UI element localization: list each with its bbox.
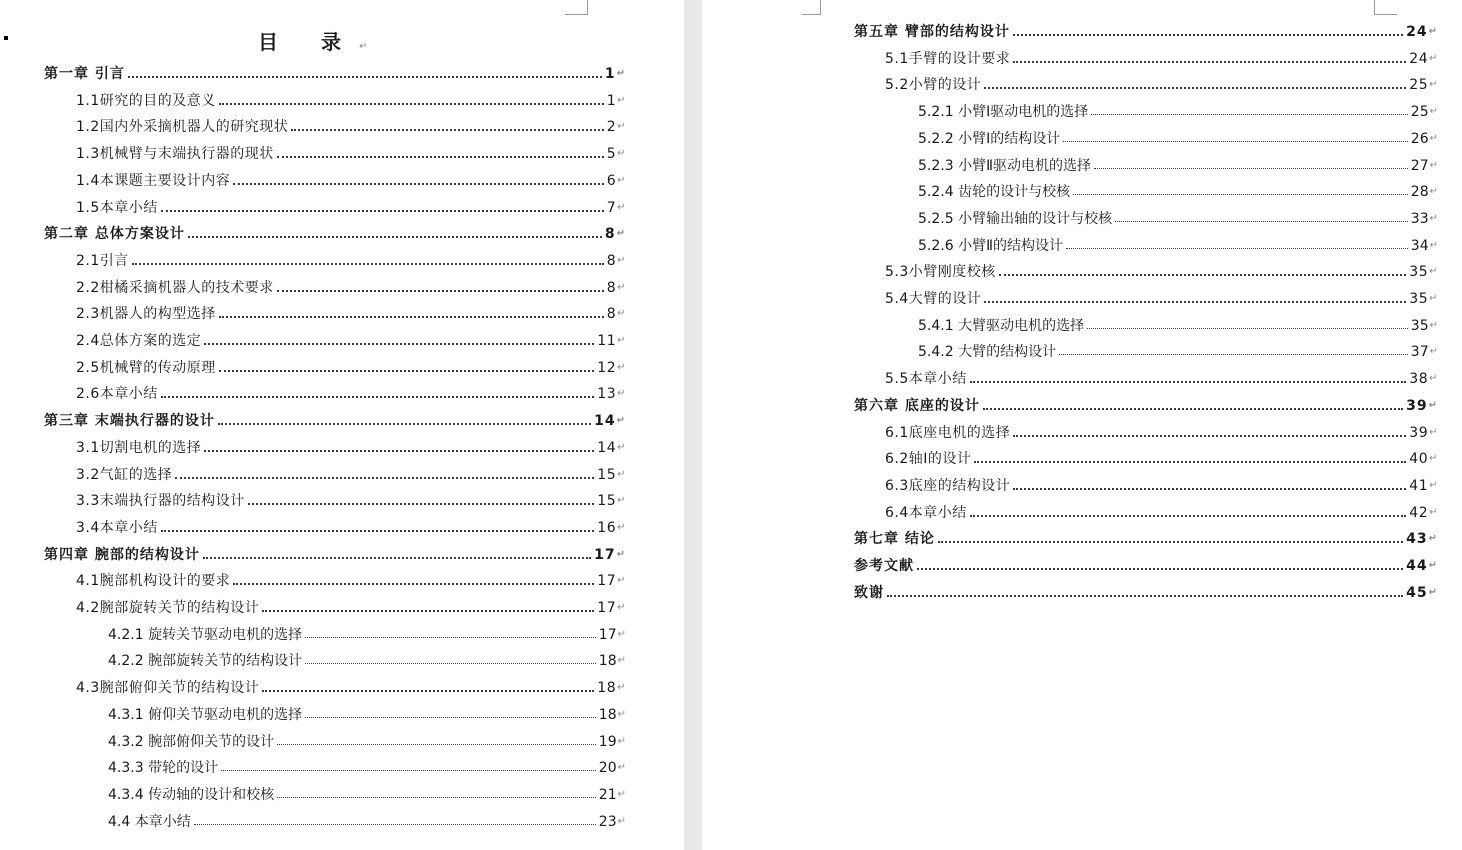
paragraph-mark-icon: ↵	[616, 415, 626, 427]
toc-leader-dots	[161, 210, 604, 212]
toc-entry-page: 13	[597, 386, 617, 403]
toc-entry-title: 5.2.4 齿轮的设计与校核	[918, 184, 1071, 201]
toc-entry[interactable]	[108, 705, 626, 725]
toc-leader-dots	[233, 583, 594, 585]
toc-leader-dots	[1094, 168, 1408, 169]
toc-entry-page: 23	[598, 813, 617, 830]
toc-entry-title: 4.2.2 腕部旋转关节的结构设计	[108, 653, 303, 670]
toc-entry-title: 5.1手臂的设计要求	[885, 50, 1011, 67]
toc-entry-page: 17	[594, 546, 616, 563]
toc-entry-page: 19	[598, 733, 617, 750]
toc-entry-title: 3.2气缸的选择	[76, 466, 173, 483]
paragraph-mark-icon: ↵	[617, 254, 626, 266]
toc-entry-title: 参考文献	[854, 558, 914, 574]
toc-entry[interactable]	[885, 423, 1438, 443]
toc-entry[interactable]	[885, 449, 1438, 469]
paragraph-mark-icon: ↵	[617, 735, 626, 747]
toc-entry-title: 5.2.2 小臂Ⅰ的结构设计	[918, 130, 1061, 147]
toc-entry-page: 35	[1409, 264, 1429, 281]
toc-entry-page: 14	[597, 439, 617, 456]
toc-leader-dots	[262, 610, 594, 612]
toc-entry-title: 3.4本章小结	[76, 519, 158, 536]
toc-entry-title: 5.4大臂的设计	[885, 291, 982, 307]
toc-entry-page: 34	[1410, 237, 1429, 254]
toc-entry-page: 26	[1410, 130, 1429, 147]
paragraph-mark-icon: ↵	[616, 68, 626, 79]
paragraph-mark-icon: ↵	[617, 468, 626, 480]
toc-entry-title: 1.3机械臂与末端执行器的现状	[76, 146, 274, 163]
toc-entry-page: 17	[598, 626, 617, 643]
toc-entry-title: 4.3腕部俯仰关节的结构设计	[76, 680, 260, 697]
toc-leader-dots	[1013, 61, 1406, 63]
toc-entry-page: 39	[1409, 424, 1429, 441]
toc-leader-dots	[984, 87, 1406, 89]
toc-entry[interactable]	[76, 571, 626, 591]
toc-leader-dots	[204, 450, 594, 452]
paragraph-mark-icon: ↵	[617, 628, 626, 640]
toc-entry-page: 17	[597, 600, 617, 616]
toc-entry-page: 41	[1409, 477, 1429, 494]
toc-leader-dots	[204, 343, 594, 345]
toc-entry-title: 第五章 臂部的结构设计	[854, 24, 1010, 40]
toc-entry[interactable]	[76, 491, 626, 511]
toc-entry-page: 25	[1409, 77, 1429, 94]
toc-leader-dots	[233, 183, 603, 185]
toc-leader-dots	[974, 461, 1406, 463]
toc-leader-dots	[938, 541, 1403, 543]
toc-entry-page: 7	[606, 199, 617, 216]
paragraph-mark-icon: ↵	[1429, 426, 1438, 438]
toc-entry-page: 15	[597, 493, 617, 510]
page-corner-mark	[565, 0, 588, 15]
toc-entry[interactable]	[108, 651, 626, 671]
toc-entry-title: 4.3.1 俯仰关节驱动电机的选择	[108, 706, 303, 723]
toc-entry-page: 18	[598, 706, 617, 723]
toc-entry-title: 6.4本章小结	[885, 504, 967, 521]
toc-leader-dots	[984, 301, 1406, 303]
toc-entry-page: 8	[606, 252, 617, 269]
paragraph-mark-icon: ↵	[617, 575, 626, 587]
toc-entry-title: 5.4.2 大臂的结构设计	[918, 344, 1057, 361]
toc-leader-dots	[161, 530, 595, 532]
toc-entry-title: 1.5本章小结	[76, 199, 158, 216]
toc-leader-dots	[1059, 354, 1408, 355]
toc-entry[interactable]	[76, 117, 626, 137]
paragraph-mark-icon: ↵	[617, 94, 626, 106]
toc-entry-page: 24	[1406, 24, 1428, 40]
toc-entry[interactable]	[918, 342, 1438, 362]
paragraph-mark-icon: ↵	[617, 708, 626, 720]
toc-entry-page: 38	[1409, 371, 1429, 388]
toc-entry-title: 第七章 结论	[854, 531, 935, 548]
toc-entry-page: 1	[604, 66, 616, 82]
paragraph-mark-icon: ↵	[1429, 212, 1438, 224]
toc-entry[interactable]	[108, 625, 626, 645]
toc-entry-page: 15	[597, 466, 617, 483]
toc-entry-title: 5.2.5 小臂输出轴的设计与校核	[918, 210, 1113, 227]
toc-leader-dots	[917, 568, 1403, 570]
toc-entry[interactable]	[44, 224, 626, 244]
toc-entry-page: 2	[606, 119, 617, 136]
paragraph-mark-icon: ↵	[1429, 293, 1438, 304]
toc-leader-dots	[970, 515, 1407, 517]
toc-entry-page: 5	[606, 146, 617, 163]
toc-entry-page: 8	[604, 226, 616, 243]
toc-entry[interactable]	[44, 64, 626, 84]
paragraph-mark-icon: ↵	[1428, 586, 1438, 598]
toc-leader-dots	[1115, 221, 1408, 222]
toc-leader-dots	[221, 770, 596, 771]
paragraph-mark-icon: ↵	[617, 441, 626, 453]
toc-leader-dots	[887, 595, 1403, 597]
paragraph-mark-icon: ↵	[617, 762, 626, 774]
toc-entry-page: 33	[1410, 210, 1429, 227]
paragraph-mark-icon: ↵	[617, 655, 626, 667]
toc-entry-page: 14	[594, 413, 616, 430]
toc-entry[interactable]	[918, 209, 1438, 229]
toc-entry-title: 5.3小臂刚度校核	[885, 264, 996, 281]
toc-entry[interactable]	[108, 812, 626, 832]
toc-entry-page: 20	[598, 760, 617, 777]
toc-leader-dots	[1091, 114, 1408, 115]
toc-leader-dots	[1073, 194, 1408, 195]
toc-entry[interactable]	[76, 598, 626, 618]
toc-entry-title: 5.2.6 小臂Ⅱ的结构设计	[918, 237, 1063, 254]
toc-leader-dots	[1013, 435, 1406, 437]
toc-entry[interactable]	[76, 518, 626, 538]
paragraph-mark-icon: ↵	[1429, 453, 1438, 465]
paragraph-mark-icon: ↵	[617, 281, 626, 293]
toc-entry[interactable]	[885, 503, 1438, 523]
toc-entry[interactable]	[76, 678, 626, 698]
toc-entry[interactable]	[44, 545, 626, 565]
toc-entry-title: 6.2轴Ⅰ的设计	[885, 451, 972, 468]
toc-entry-page: 40	[1409, 451, 1429, 468]
toc-entry-page: 42	[1409, 504, 1429, 521]
toc-entry-page: 11	[597, 333, 617, 349]
paragraph-mark-icon: ↵	[1428, 399, 1438, 411]
toc-leader-dots	[248, 503, 595, 505]
toc-entry[interactable]	[76, 358, 626, 378]
toc-entry-title: 2.1引言	[76, 252, 129, 269]
page-corner-mark	[802, 0, 821, 15]
toc-entry[interactable]	[854, 529, 1438, 549]
toc-entry-title: 3.1切割电机的选择	[76, 439, 202, 456]
toc-leader-dots	[128, 76, 602, 78]
paragraph-mark-icon: ↵	[617, 521, 626, 533]
toc-entry-page: 27	[1410, 157, 1429, 174]
toc-leader-dots	[1066, 248, 1408, 249]
paragraph-mark-icon: ↵	[617, 682, 626, 694]
toc-entry-page: 45	[1406, 584, 1428, 601]
toc-entry[interactable]	[76, 171, 626, 191]
toc-entry[interactable]	[76, 304, 626, 324]
toc-leader-dots	[305, 717, 596, 718]
toc-entry-page: 37	[1410, 344, 1429, 361]
toc-entry[interactable]	[76, 198, 626, 218]
toc-entry-title: 第四章 腕部的结构设计	[44, 546, 200, 563]
paragraph-mark-icon: ↵	[616, 228, 626, 240]
toc-entry[interactable]	[885, 49, 1438, 69]
toc-leader-dots	[970, 381, 1407, 383]
toc-entry-title: 5.5本章小结	[885, 371, 967, 388]
toc-entry-title: 1.4本课题主要设计内容	[76, 172, 231, 189]
toc-entry-title: 5.2.1 小臂Ⅰ驱动电机的选择	[918, 104, 1089, 121]
toc-entry-title: 致谢	[854, 584, 884, 601]
toc-leader-dots	[219, 103, 604, 105]
toc-entry[interactable]	[854, 396, 1438, 416]
paragraph-mark-icon: ↵	[1429, 266, 1438, 278]
toc-leader-dots	[219, 370, 595, 372]
toc-entry[interactable]	[885, 476, 1438, 496]
toc-entry-page: 25	[1410, 104, 1429, 121]
toc-entry-title: 4.3.3 带轮的设计	[108, 760, 219, 777]
toc-entry-page: 39	[1406, 397, 1428, 414]
paragraph-mark-icon: ↵	[616, 548, 626, 560]
toc-entry[interactable]	[76, 278, 626, 298]
toc-entry-title: 2.3机器人的构型选择	[76, 306, 216, 323]
toc-leader-dots	[1087, 328, 1408, 329]
paragraph-mark-icon: ↵	[1429, 373, 1438, 385]
toc-entry-title: 3.3末端执行器的结构设计	[76, 493, 245, 510]
toc-entry[interactable]	[76, 331, 626, 351]
paragraph-mark-icon: ↵	[617, 335, 626, 346]
toc-leader-dots	[194, 824, 596, 825]
toc-entry-title: 2.5机械臂的传动原理	[76, 359, 216, 376]
toc-entry-page: 1	[606, 92, 617, 109]
toc-entry-page: 44	[1406, 558, 1428, 574]
toc-entry-title: 4.3.2 腕部俯仰关节的设计	[108, 733, 275, 750]
paragraph-mark-icon: ↵	[617, 788, 626, 800]
paragraph-mark-icon: ↵	[617, 361, 626, 373]
toc-entry[interactable]	[885, 75, 1438, 95]
toc-entry-title: 5.2.3 小臂Ⅱ驱动电机的选择	[918, 157, 1091, 174]
toc-leader-dots	[262, 690, 594, 692]
toc-entry[interactable]	[918, 316, 1438, 336]
toc-entry-page: 18	[598, 653, 617, 670]
toc-entry-page: 6	[606, 172, 617, 189]
toc-entry[interactable]	[918, 129, 1438, 149]
toc-entry[interactable]	[918, 182, 1438, 202]
toc-entry-title: 4.2.1 旋转关节驱动电机的选择	[108, 626, 303, 643]
toc-entry-page: 35	[1410, 317, 1429, 334]
toc-entry-page: 16	[597, 519, 617, 536]
toc-leader-dots	[1013, 488, 1406, 490]
toc-leader-dots	[203, 557, 591, 559]
toc-entry[interactable]	[108, 785, 626, 805]
paragraph-mark-icon: ↵	[1429, 479, 1438, 491]
toc-entry[interactable]	[918, 156, 1438, 176]
toc-entry[interactable]	[854, 556, 1438, 576]
toc-entry-title: 2.4总体方案的选定	[76, 333, 202, 349]
toc-entry-page: 8	[606, 279, 617, 296]
toc-entry-title: 1.2国内外采摘机器人的研究现状	[76, 119, 289, 136]
toc-entry-title: 6.3底座的结构设计	[885, 477, 1011, 494]
toc-entry-title: 第二章 总体方案设计	[44, 226, 185, 243]
paragraph-mark-icon: ↵	[617, 602, 626, 613]
paragraph-mark-icon: ↵	[617, 121, 626, 133]
toc-entry-page: 8	[606, 306, 617, 323]
paragraph-mark-icon: ↵	[1429, 52, 1438, 64]
toc-title	[258, 26, 367, 55]
page-gutter	[684, 0, 702, 850]
toc-leader-dots	[277, 744, 596, 745]
toc-entry-title: 4.1腕部机构设计的要求	[76, 573, 231, 590]
toc-entry-title: 4.4 本章小结	[108, 813, 191, 830]
toc-entry-title: 5.2小臂的设计	[885, 77, 982, 94]
toc-entry-title: 2.6本章小结	[76, 386, 158, 403]
toc-leader-dots	[277, 797, 596, 798]
toc-entry-page: 43	[1406, 531, 1428, 548]
paragraph-mark-icon: ↵	[617, 174, 626, 186]
paragraph-mark-icon: ↵	[1428, 533, 1438, 545]
toc-entry[interactable]	[76, 465, 626, 485]
document-page-left	[0, 0, 684, 850]
toc-entry-page: 21	[598, 786, 617, 803]
toc-entry-title: 1.1研究的目的及意义	[76, 92, 216, 109]
toc-entry[interactable]	[108, 758, 626, 778]
toc-entry-page: 24	[1409, 50, 1429, 67]
toc-entry[interactable]	[918, 236, 1438, 256]
toc-leader-dots	[219, 316, 604, 318]
toc-entry[interactable]	[108, 732, 626, 752]
paragraph-mark-icon: ↵	[617, 495, 626, 507]
toc-leader-dots	[175, 477, 594, 479]
toc-entry-page: 12	[597, 359, 617, 376]
toc-entry[interactable]	[885, 262, 1438, 282]
paragraph-mark-icon: ↵	[617, 388, 626, 400]
toc-entry[interactable]	[76, 251, 626, 271]
paragraph-mark-icon: ↵	[1429, 79, 1438, 91]
toc-leader-dots	[132, 263, 604, 265]
toc-entry[interactable]	[76, 438, 626, 458]
toc-leader-dots	[983, 408, 1403, 410]
toc-entry[interactable]	[44, 411, 626, 431]
paragraph-mark-icon: ↵	[617, 148, 626, 160]
toc-leader-dots	[188, 236, 602, 238]
page-corner-mark	[1374, 0, 1397, 15]
toc-entry-title: 4.3.4 传动轴的设计和校核	[108, 786, 275, 803]
toc-leader-dots	[291, 129, 603, 131]
toc-entry[interactable]	[885, 289, 1438, 309]
toc-entry[interactable]	[76, 144, 626, 164]
toc-entry[interactable]	[918, 102, 1438, 122]
paragraph-mark-icon: ↵	[1429, 186, 1438, 198]
paragraph-mark-icon: ↵	[1429, 239, 1438, 251]
paragraph-mark-icon: ↵	[1429, 506, 1438, 518]
paragraph-mark-icon: ↵	[617, 815, 626, 827]
paragraph-mark-icon: ↵	[617, 308, 626, 320]
toc-entry[interactable]	[854, 583, 1438, 603]
toc-leader-dots	[1013, 34, 1403, 36]
toc-leader-dots	[1063, 141, 1408, 142]
toc-entry-title: 6.1底座电机的选择	[885, 424, 1011, 441]
toc-entry-page: 28	[1410, 184, 1429, 201]
paragraph-mark-icon: ↵	[617, 201, 626, 213]
toc-entry[interactable]	[76, 384, 626, 404]
document-page-right	[702, 0, 1462, 850]
toc-entry[interactable]	[76, 91, 626, 111]
toc-entry-title: 2.2柑橘采摘机器人的技术要求	[76, 279, 274, 296]
toc-entry[interactable]	[885, 369, 1438, 389]
toc-leader-dots	[305, 663, 596, 664]
toc-title-text: 目 录	[258, 30, 359, 54]
paragraph-mark-icon: ↵	[1429, 346, 1438, 358]
toc-entry-title: 5.4.1 大臂驱动电机的选择	[918, 317, 1085, 334]
toc-entry-title: 第六章 底座的设计	[854, 397, 980, 414]
paragraph-mark-icon: ↵	[358, 41, 368, 52]
paragraph-mark-icon: ↵	[1429, 106, 1438, 118]
toc-entry-title: 4.2腕部旋转关节的结构设计	[76, 600, 260, 616]
paragraph-marker	[4, 36, 8, 40]
toc-entry-page: 17	[597, 573, 617, 590]
toc-leader-dots	[277, 290, 604, 292]
paragraph-mark-icon: ↵	[1429, 319, 1438, 331]
paragraph-mark-icon: ↵	[1429, 132, 1438, 144]
toc-entry-page: 18	[597, 680, 617, 697]
toc-leader-dots	[218, 423, 591, 425]
toc-leader-dots	[161, 396, 595, 398]
paragraph-mark-icon: ↵	[1428, 26, 1438, 37]
toc-leader-dots	[305, 637, 596, 638]
toc-entry-title: 第一章 引言	[44, 66, 125, 82]
paragraph-mark-icon: ↵	[1429, 159, 1438, 171]
toc-entry-title: 第三章 末端执行器的设计	[44, 413, 215, 430]
toc-entry[interactable]	[854, 22, 1438, 42]
toc-leader-dots	[277, 156, 604, 158]
toc-leader-dots	[999, 274, 1407, 276]
toc-entry-page: 35	[1409, 291, 1429, 307]
paragraph-mark-icon: ↵	[1428, 560, 1438, 571]
